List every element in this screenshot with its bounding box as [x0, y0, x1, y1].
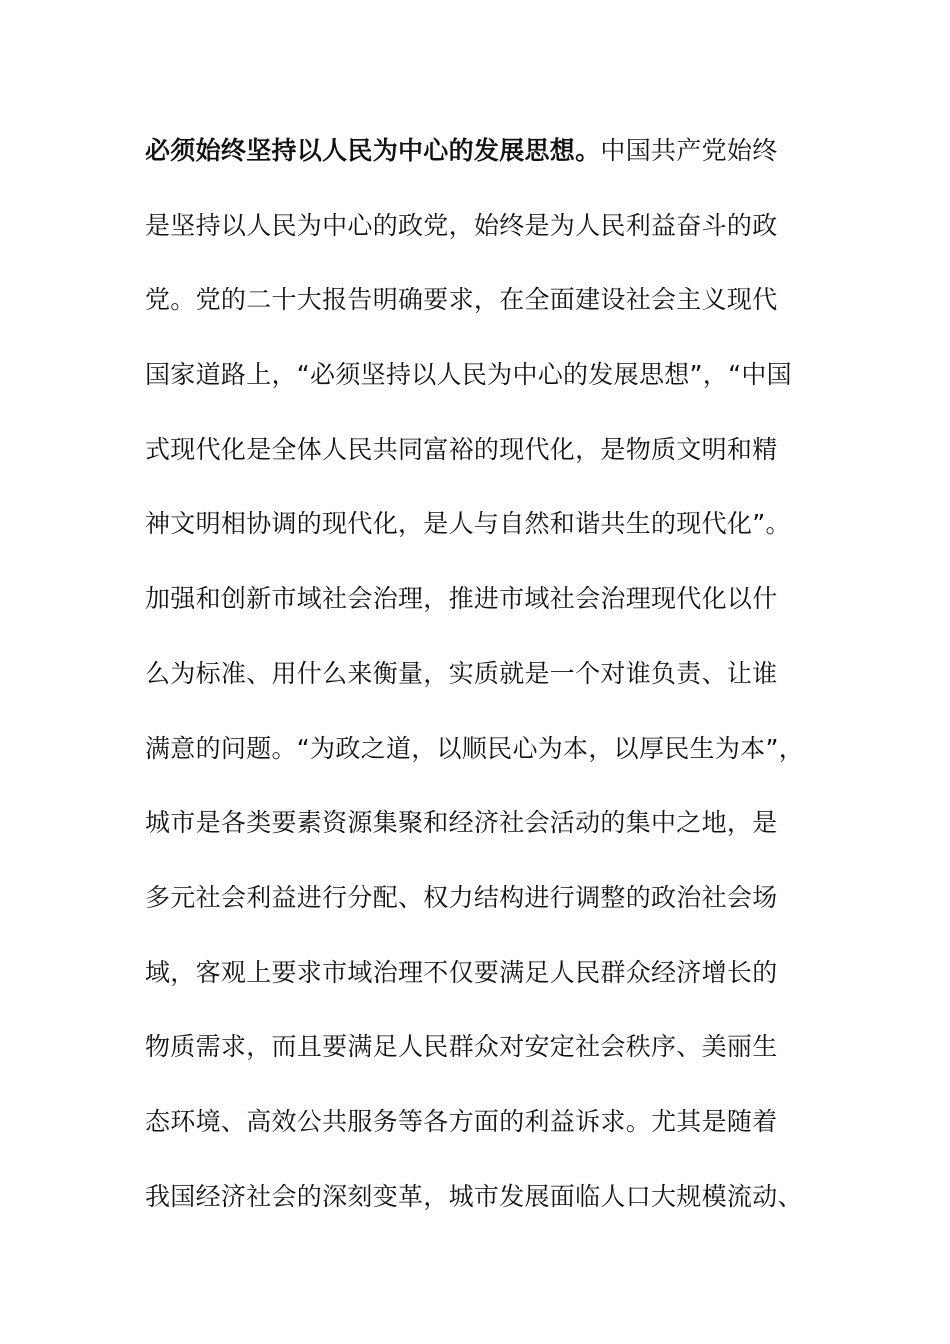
text-line-5: 式现代化是全体人民共同富裕的现代化，是物质文明和精 [145, 434, 778, 464]
text-line-6: 神文明相协调的现代化，是人与自然和谐共生的现代化”。 [145, 509, 791, 539]
text-line-4: 国家道路上，“必须坚持以人民为中心的发展思想”，“中国 [145, 360, 792, 390]
text-line-13: 物质需求，而且要满足人民群众对安定社会秩序、美丽生 [145, 1032, 778, 1062]
text-line-1 [145, 114, 805, 189]
body-paragraph [145, 114, 805, 1234]
bold-lead-sentence: 必须始终坚持以人民为中心的发展思想。 [145, 136, 601, 165]
text-line-14: 态环境、高效公共服务等各方面的利益诉求。尤其是随着 [145, 1106, 778, 1136]
text-line-2: 是坚持以人民为中心的政党，始终是为人民利益奋斗的政 [145, 210, 778, 240]
text-line-11: 多元社会利益进行分配、权力结构进行调整的政治社会场 [145, 882, 778, 912]
text-line-9: 满意的问题。“为政之道，以顺民心为本，以厚民生为本”， [145, 733, 805, 763]
text-line-15: 我国经济社会的深刻变革，城市发展面临人口大规模流动、 [145, 1181, 803, 1211]
text-line-3: 党。党的二十大报告明确要求，在全面建设社会主义现代 [145, 285, 778, 315]
text-line-8: 么为标准、用什么来衡量，实质就是一个对谁负责、让谁 [145, 658, 778, 688]
text-line-7: 加强和创新市域社会治理，推进市域社会治理现代化以什 [145, 584, 778, 614]
line-1-continuation: 中国共产党始终 [600, 136, 778, 165]
text-line-12: 域，客观上要求市域治理不仅要满足人民群众经济增长的 [145, 957, 778, 987]
text-line-10: 城市是各类要素资源集聚和经济社会活动的集中之地，是 [145, 808, 778, 838]
